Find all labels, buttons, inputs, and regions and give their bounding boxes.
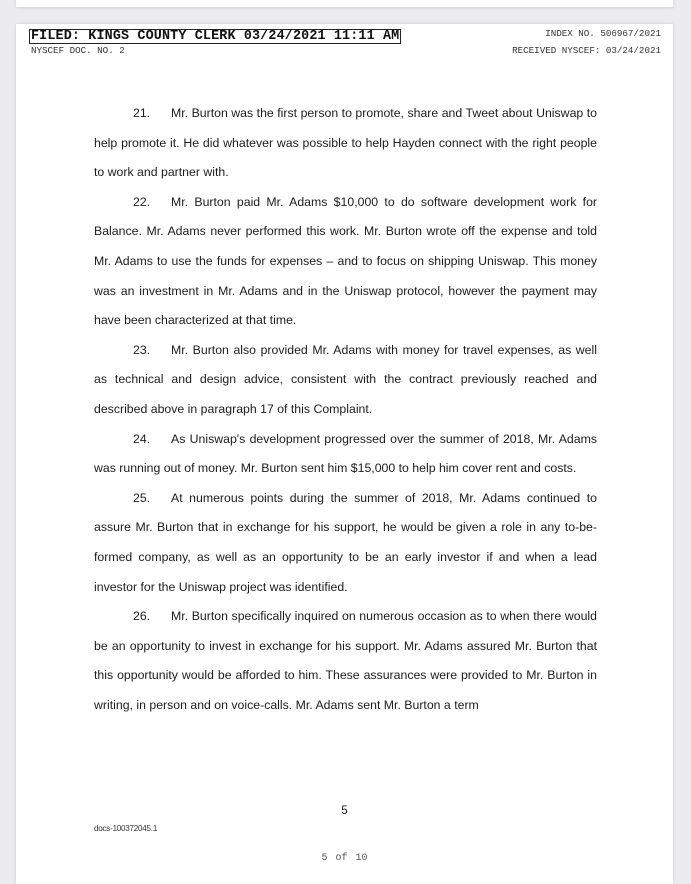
paragraph-number: 24.	[133, 431, 151, 446]
paragraph-number: 21.	[133, 106, 151, 120]
page-number: 5	[341, 805, 348, 817]
page-count: 5 of 10	[321, 853, 368, 864]
paragraph-text: Mr. Burton was the first person to promote, share and Tweet about Uniswap to help promote it. He did whatever was possible to help Hayden connect with the right people to work and partner with.	[94, 106, 597, 180]
paragraph-text: At numerous points during the summer of 2018, Mr. Adams continued to assure Mr. Burton that in exchange for his support, he would be given a role in any to-be-formed company, as well as an opportunity to be an early investor if and when a lead investor for the Uniswap project was identified.	[94, 490, 597, 594]
paragraph-22	[94, 188, 597, 336]
paragraph-21	[94, 99, 597, 188]
previous-page-edge	[16, 0, 673, 7]
paragraph-25	[94, 484, 597, 602]
nyscef-doc-number: NYSCEF DOC. NO. 2	[31, 45, 125, 56]
paragraph-23	[94, 336, 597, 425]
paragraph-26	[94, 602, 597, 720]
paragraph-24	[94, 425, 597, 484]
document-body	[94, 99, 597, 720]
filed-stamp: FILED: KINGS COUNTY CLERK 03/24/2021 11:11 AM	[31, 29, 400, 44]
document-id: docs-100372045.1	[94, 824, 158, 833]
paragraph-text: Mr. Burton specifically inquired on numerous occasion as to when there would be an opportunity to invest in exchange for his support. Mr. Adams assured Mr. Burton that this opportunity would be afforded to him. These assurances were provided to Mr. Burton in writing, in person and on voice-calls. Mr. Adams sent Mr. Burton a term	[94, 609, 597, 712]
document-page	[16, 24, 673, 884]
index-number: INDEX NO. 506967/2021	[545, 28, 661, 39]
paragraph-text: Mr. Burton also provided Mr. Adams with money for travel expenses, as well as technical and design advice, consistent with the contract previously reached and described above in paragraph 17 of this Complaint.	[94, 342, 597, 416]
paragraph-number: 25.	[133, 490, 151, 505]
paragraph-text: Mr. Burton paid Mr. Adams $10,000 to do software development work for Balance. Mr. Adams never performed this work. Mr. Burton wrote off the expense and told Mr. Adams to use the funds for expenses – and to focus on shipping Uniswap. This money was an investment in Mr. Adams and in the Uniswap protocol, however the payment may have been characterized at that time.	[94, 194, 597, 328]
received-date: RECEIVED NYSCEF: 03/24/2021	[512, 45, 661, 56]
paragraph-number: 22.	[133, 194, 151, 209]
paragraph-number: 26.	[133, 609, 151, 624]
paragraph-text: As Uniswap's development progressed over the summer of 2018, Mr. Adams was running out of money. Mr. Burton sent him $15,000 to help him cover rent and costs.	[94, 431, 597, 476]
paragraph-number: 23.	[133, 342, 151, 357]
